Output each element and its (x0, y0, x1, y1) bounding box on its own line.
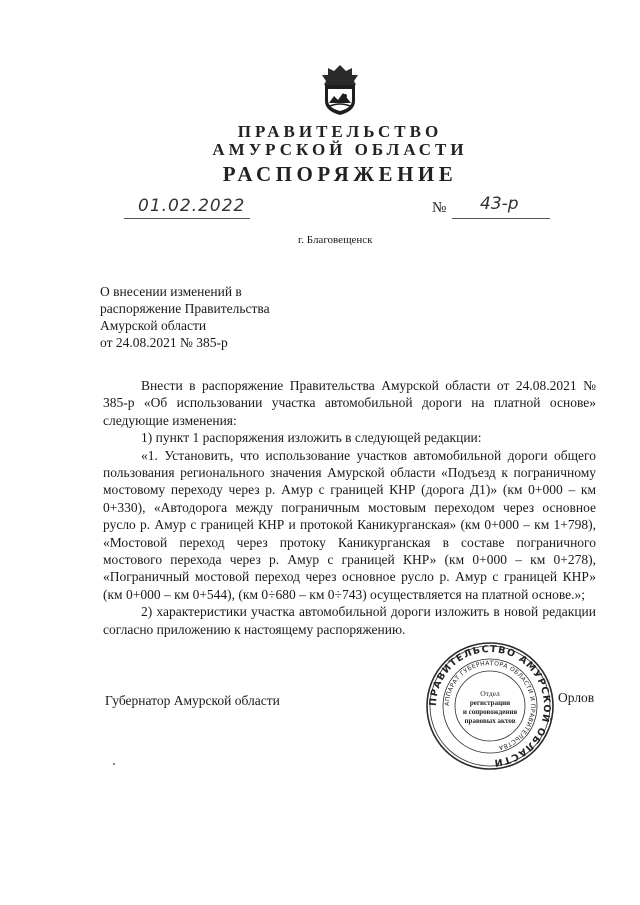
signer-surname: Орлов (558, 690, 595, 705)
subject-line: распоряжение Правительства (100, 301, 270, 316)
stamp-center-line: регистрации (469, 699, 511, 707)
body-paragraph: Внести в распоряжение Правительства Амурской области от 24.08.2021 № 385-р «Об использовании участка автомобильной дороги на платной основе» следующие изменения: (103, 378, 596, 428)
stamp-center-line: Отдел (480, 689, 500, 698)
document-subject (100, 283, 270, 351)
subject-line: от 24.08.2021 № 385-р (100, 335, 228, 350)
body-paragraph: 2) характеристики участка автомобильной дороги изложить в новой редакции согласно приложению к настоящему распоряжению. (103, 604, 596, 637)
document-type-title: РАСПОРЯЖЕНИЕ (222, 162, 458, 186)
stamp-center-line: правовых актов (464, 717, 516, 725)
official-seal-stamp (424, 640, 556, 772)
city-label: г. Благовещенск (298, 234, 373, 246)
handwritten-number: 43-р (480, 194, 519, 214)
org-title-line2: АМУРСКОЙ ОБЛАСТИ (212, 140, 468, 159)
date-underline (124, 218, 250, 219)
signer-position: Губернатор Амурской области (105, 693, 280, 708)
handwritten-date: 01.02.2022 (138, 196, 246, 216)
stamp-outer-text: ПРАВИТЕЛЬСТВО АМУРСКОЙ ОБЛАСТИ (427, 643, 553, 769)
scan-speck (113, 763, 115, 765)
stamp-middle-text: АППАРАТ ГУБЕРНАТОРА ОБЛАСТИ И ПРАВИТЕЛЬСТВА (443, 659, 537, 752)
stamp-center-line: и сопровождения (462, 708, 518, 716)
body-paragraph: «1. Установить, что использование участков автомобильной дороги общего пользования регионального значения Амурской области «Подъезд к пограничному мостовому переходу через р. Амур с границей КНР (дорога Д1)» (км 0+000 – км 0+330), «Автодорога между пограничным мостовым переходом через основное русло р. Амур с границей КНР и протокой Каникурганская» (км 0+000 – км 1+798), «Мостовой переход через протоку Каникурганская в составе пограничного мостового перехода через р. Амур с границей КНР» (км 0+000 – км 0+278), «Пограничный мостовой переход через основное русло р. Амур с границей КНР» (км 0+000 – км 0+544), (км 0÷680 – км 0÷743) осуществляется на платной основе.»; (103, 447, 596, 602)
body-paragraph: 1) пункт 1 распоряжения изложить в следующей редакции: (141, 430, 482, 446)
number-underline (452, 218, 550, 219)
number-sign: № (432, 200, 447, 216)
org-title-line1: ПРАВИТЕЛЬСТВО (237, 122, 443, 141)
document-body (103, 377, 596, 638)
subject-line: О внесении изменений в (100, 284, 242, 299)
subject-line: Амурской области (100, 318, 207, 333)
coat-of-arms-emblem (318, 63, 362, 117)
